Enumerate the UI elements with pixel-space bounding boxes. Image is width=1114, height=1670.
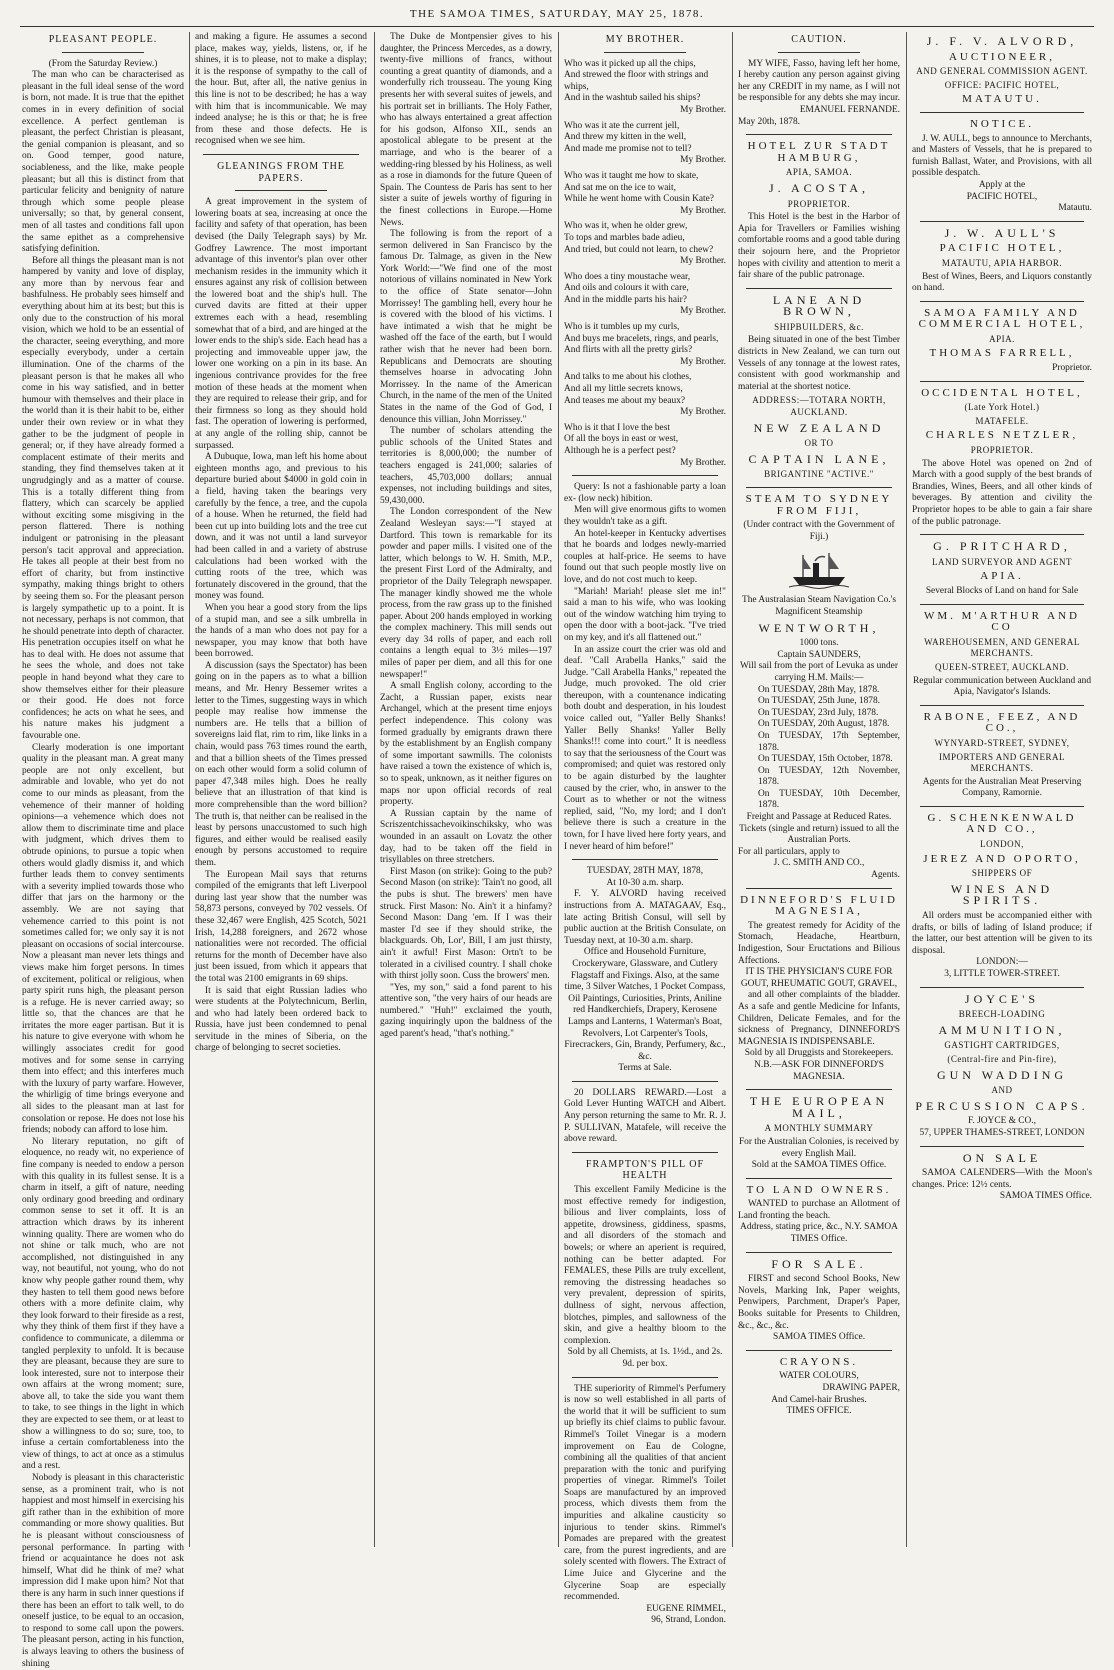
alvord-sub: AUCTIONEER, (948, 50, 1056, 63)
lane-brown-heading: LANE AND BROWN, (772, 292, 866, 319)
news-item: The Duke de Montpensier gives to his daughter, the Princess Mercedes, as a dowry, twenty-five millions of francs, without counting a great quantity of diamonds, and a wonderfully rich trousseau. The young King presents her with several suites of jewels, and his portrait set in brilliants. The Holy Father, who has always entertained a great affection for his godson, Alfonso XII., sends an apostolical ablegate to be present at the marriage, and who is the bearer of a wedding-ring blessed by his Holiness, as well as a rose in diamonds for the future Queen of Spain. The Countess de Paris has sent to her sister a suite of jewels worthy of figuring in the finest collections in Europe.—Home News. (380, 32, 552, 228)
alvord-heading: J. F. V. ALVORD, (926, 34, 1078, 48)
article-source: (From the Saturday Review.) (48, 58, 158, 69)
poem-line: And in the washtub sailed his ships? (564, 93, 701, 104)
occidental-body: The above Hotel was opened on 2nd of March with a good supply of the best brands of Brandies, Wines, Beers, and all other kinds of beverages. By attention and civility the Proprietor hopes to be able to gain a fair share of the public patronage. (912, 458, 1092, 527)
alvord-place: MATAUTU. (962, 93, 1042, 106)
joyce-company: F. JOYCE & CO., (967, 1116, 1036, 1127)
occidental-owner: CHARLES NETZLER, (925, 429, 1079, 442)
samoa-hotel-place: APIA. (989, 333, 1015, 344)
alvord-role: AND GENERAL COMMISSION AGENT. (916, 66, 1088, 77)
caution-signature: EMANUEL FERNANDE. (799, 104, 900, 115)
poem-stanza (564, 221, 726, 267)
news-item: The London correspondent of the New Zealand Wesleyan says:—"I stayed at Dartford. This town is remarkable for its powder and paper mills. I visited one of the latter, which belongs to W. H. Smith, M.P., the present First Lord of the Admiralty, and proprietor of the Daily Telegraph newspaper. The manager kindly showed me the whole process, from the raw grass up to the finished paper. About 200 hands employed in working the complex machinery. This mill sends out every day 34 rolls of paper, and each roll contains a length equal to 3½ miles—197 miles of paper per diem, and all this for one newspaper!" (380, 507, 552, 680)
article-heading: PLEASANT PEOPLE. (48, 34, 158, 45)
article-paragraph: The man who can be characterised as pleasant in the full ideal sense of the word is born, not made. It is true that the epithet comes in in every definition of social excellence. A perfect gentleman is pleasant, the perfect Christian is pleasant, the genial companion is pleasant, and so on. Good temper, good nature, sociableness, and the like, make people pleasant; but all this is distinct from that particular felicity and benignity of nature through which some people please universally; so that, by general consent, men of all tastes and conditions fall upon the same epithet as a comprehensive satisfying definition. (22, 70, 184, 255)
section-rule (920, 112, 1084, 113)
steam-tons: 1000 tons. (799, 638, 839, 649)
steam-agent: J. C. SMITH AND CO., (773, 858, 865, 869)
hotel-hamburg-role: PROPRIETOR. (787, 198, 851, 209)
dinneford-heading: DINNEFORD'S FLUID MAGNESIA, (740, 893, 898, 918)
steamship-icon (789, 549, 849, 589)
section-rule (746, 1178, 892, 1179)
heading-rule (778, 52, 860, 53)
steam-captain: Captain SAUNDERS, (777, 649, 861, 660)
poem-refrain: My Brother. (680, 356, 726, 367)
masthead: THE SAMOA TIMES, SATURDAY, MAY 25, 1878. (409, 8, 705, 20)
steam-leave: Will sail from the port of Levuka as under carrying H.M. Mails:— (740, 661, 898, 683)
dinneford-more: and all other complaints of the bladder. As a safe and gentle Medicine for Infants, Children, Delicate Females, and for the sickness of Pregnancy, DINNEFORD'S MAGNESIA IS INDISPENSABLE. (738, 990, 900, 1047)
notice-apply: Apply at the (978, 179, 1026, 190)
schenkenwald-sub: JEREZ AND OPORTO, (923, 852, 1081, 865)
notice-heading: NOTICE. (969, 117, 1035, 130)
lane-brown-sub: SHIPBUILDERS, &c. (774, 321, 864, 332)
section-rule (572, 1377, 718, 1378)
aull-heading: J. W. AULL'S (944, 225, 1060, 240)
poem-heading: MY BROTHER. (605, 34, 685, 45)
section-rule (572, 1081, 718, 1082)
section-rule (746, 888, 892, 889)
steam-date: On TUESDAY, 23rd July, 1878. (758, 707, 879, 718)
heading-rule (62, 52, 144, 53)
column-5 (738, 32, 900, 1547)
joyce-ammunition: AMMUNITION, (938, 1022, 1066, 1037)
news-item: First Mason (on strike): Going to the pub? Second Mason (on strike): 'Tain't no good, all the pubs is shut. The brewers' men have struck. First Mason: No. Ain't it a hinfamy? Second Mason: Dang 'em. If I was their master I'd see if they should strike, the blackguards. Oh, Lor', Bill, I am just thirsty, ain't it awful! First Mason: Ortn't to be tolerated in a civilised country. I shall choke with thirst jolly soon. Cuss the browers' men. (380, 866, 552, 982)
poem-line: Who was it ate the current jell, (564, 120, 680, 131)
steam-date: On TUESDAY, 10th December, 1878. (758, 788, 900, 811)
section-rule (203, 154, 359, 155)
caution-body: MY WIFE, Fasso, having left her home, I hereby caution any person against giving her any CREDIT in my name, as I will not be responsible for any debts she may incur. (738, 58, 900, 104)
steam-contract: (Under contract with the Government of Fiji.) (743, 520, 895, 542)
masthead-rule (20, 26, 1094, 27)
rabone-sub: IMPORTERS AND GENERAL MERCHANTS. (939, 751, 1065, 774)
news-item: A Dubuque, Iowa, man left his home about eighteen months ago, and previous to his departure buried about $4000 in gold coin in a field, having taken the bearings very carefully by the fence, a tree, and the cupola of a house. When he returned, the field had been cut up into building lots and the tree cut down, and it was not until a land surveyor had been called in and a variety of abstruse calculations had been worked with the cutting roots of the tree, which was fortunately discovered in the ground, that the money was found. (195, 452, 367, 602)
lane-brown-country: NEW ZEALAND (753, 420, 885, 435)
news-item: "Mariah! Mariah! please slet me in!" said a man to his wife, who was looking out of the window watching him trying to open the door with a boot-jack. "I've tried on my key, and it's all flattened out." (564, 586, 726, 643)
poem-stanza (564, 322, 726, 368)
joyce-address: 57, UPPER THAMES-STREET, LONDON (919, 1127, 1085, 1138)
section-rule (920, 604, 1084, 605)
section-rule (746, 134, 892, 135)
section-rule (920, 534, 1084, 535)
poem-line: And buys me bracelets, rings, and pearls, (564, 333, 719, 344)
poem-line: And tried, but could not learn, to chew? (564, 244, 714, 255)
on-sale-where: SAMOA TIMES Office. (999, 1191, 1092, 1202)
steam-date: On TUESDAY, 25th June, 1878. (758, 696, 880, 707)
poem-line: Who is it that I love the best (564, 422, 670, 433)
news-item: It is said that eight Russian ladies who were students at the Polytechnicum, Berlin, and who had lately been ordered back to Russia, have just been condemned to penal servitude in the mines of Siberia, on the charge of belonging to secret societies. (195, 985, 367, 1054)
heading-rule (235, 190, 327, 191)
news-item: "Yes, my son," said a fond parent to his attentive son, "the very hairs of our heads are numbered." "Huh!" exclaimed the youth, gazing inquiringly upon the baldness of the aged parent's head, "that's nothing." (380, 982, 552, 1040)
news-item: The number of scholars attending the public schools of the United States and territories is 8,000,000; the number of teachers engaged is 241,000; salaries of teachers, 45,703,000 dollars; annual expenses, not including buildings and sites, 59,430,000. (380, 426, 552, 506)
pritchard-heading: G. PRITCHARD, (933, 539, 1071, 554)
news-item: A small English colony, according to the Zacht, a Russian paper, exists near Archangel, which at the present time enjoys perfect independence. This colony was formed gradually by emigrants drawn there by the establishment by an English company of some important sawmills. The colonists have raised a town the existence of which is, so to speak, unknown, as it neither figures on maps nor upon official records of real property. (380, 681, 552, 808)
rabone-heading: RABONE, FEEZ, AND CO., (923, 710, 1081, 735)
schenkenwald-shippers: SHIPPERS OF (971, 868, 1033, 879)
occidental-late: (Late York Hotel.) (964, 402, 1040, 413)
section-rule (920, 221, 1084, 222)
poem-refrain: My Brother. (680, 407, 726, 418)
pritchard-body: Several Blocks of Land on hand for Sale (925, 585, 1079, 596)
dinneford-body: The greatest remedy for Acidity of the Stomach, Headache, Heartburn, Indigestion, Sour Eructations and Bilious Affections. (738, 920, 900, 966)
section-rule (746, 288, 892, 289)
european-mail-heading: THE EUROPEAN MAIL, (749, 1094, 889, 1120)
poem-line: While he went home with Cousin Kate? (564, 194, 714, 205)
poem-stanza (564, 121, 726, 167)
lane-brown-or: OR TO (804, 438, 834, 449)
news-item: A discussion (says the Spectator) has been going on in the papers as to what a billion means, and Mr. Henry Bessemer writes a letter to the Times, suggesting ways in which people may realise how immense the numbers are. He tells that a billion of sovereigns laid flat, rim to rim, like links in a chain, would pass 763 times round the earth, and that a billion sheets of the Times pressed on each other would form a solid column of paper 47,348 miles high. Does he really believe that an illustration of that kind is more comprehensible than the word billion? The truth is, that neither can be realised in the least by persons unaccustomed to such high figures, and either would be realised easily enough by persons accustomed to require them. (195, 660, 367, 868)
poem-refrain: My Brother. (680, 155, 726, 166)
land-heading: TO LAND OWNERS. (746, 1183, 892, 1196)
poem-stanza (564, 372, 726, 418)
auction-items: Office and Household Furniture, Crockeryware, Glassware, and Cutlery Flagstaff and Fixings. Also, at the same time, 3 Silver Watches, 1 Pocket Compass, Oil Paintings, Curiosities, Prints, Aniline red Handkerchiefs, Drapery, Kerosene Lamps and Lanterns, 1 Waterman's Boat, Revolvers, Lot Carpenter's Tools, Firecrackers, Gin, Brandy, Perfumery, &c., &c. (564, 947, 726, 1062)
section-rule (572, 475, 718, 476)
mcarthur-sub: WAREHOUSEMEN, AND GENERAL MERCHANTS. (924, 636, 1080, 659)
auction-body: F. Y. ALVORD having received instructions from A. MATAGAAV, Esq., late acting British Consul, will sell by public auction at the British Consulate, on Tuesday next, at 10-30 a.m. sharp. (564, 889, 726, 946)
hotel-hamburg-owner: J. ACOSTA, (768, 180, 870, 195)
steam-date: On TUESDAY, 20th August, 1878. (758, 719, 890, 730)
joyce-sub: BREECH-LOADING (958, 1009, 1046, 1020)
section-rule (920, 806, 1084, 807)
european-mail-sub: A MONTHLY SUMMARY (764, 1123, 874, 1134)
news-item: In an assize court the crier was old and deaf. "Call Arabella Hanks," said the Judge. "Call Arabella Hanks," repeated the Judge, much provoked. The old crier thereupon, with a countenance indicating both doubt and desperation, in his loudest voice called out, "Yaller Belly Shanks! Yaller Belly Shanks! Yaller Belly Shanks!!! come into court." It is needless to say that the seriousness of the Court was compromised; and quiet was restored only to be again disturbed by the laughter caused by the crier, who, in answer to the Court as to whether or not the witness replied, said, "No, my lord; and I don't believe there is such a creature in the town, for I have lived here forty years, and I never heard of him before!" (564, 644, 726, 852)
poem-line: Who was it taught me how to skate, (564, 170, 699, 181)
joyce-and: AND (991, 1085, 1013, 1096)
steam-date: On TUESDAY, 17th September, 1878. (758, 730, 900, 753)
poem-line: Who was it picked up all the chips, (564, 58, 696, 69)
column-divider (732, 32, 733, 1547)
poem-stanza (564, 171, 726, 217)
for-sale-heading: FOR SALE. (771, 1256, 867, 1271)
rabone-body: Agents for the Australian Meat Preserving Company, Ramornie. (922, 776, 1082, 799)
poem-line: And flirts with all the pretty girls? (564, 345, 693, 356)
pritchard-role: LAND SURVEYOR AND AGENT (931, 556, 1073, 567)
hotel-hamburg-heading: HOTEL ZUR STADT HAMBURG, (747, 140, 891, 164)
section-rule (920, 381, 1084, 382)
rimmel-signature: EUGENE RIMMEL, (646, 1603, 726, 1614)
reward-ad: 20 DOLLARS REWARD.—Lost a Gold Lever Hunting WATCH and Albert. Any person returning the same to Mr. R. J. P. SULLIVAN, Matafele, will receive the above reward. (564, 1087, 726, 1145)
poem-line: Who is it tumbles up my curls, (564, 322, 680, 333)
joyce-heading: JOYCE'S (964, 991, 1040, 1006)
column-4 (564, 32, 726, 1626)
notice-hotel: PACIFIC HOTEL, (966, 191, 1038, 202)
column-3 (380, 32, 552, 1547)
poem-line: And threw my kitten in the well, (564, 132, 687, 143)
poem-line: Who does a tiny moustache wear, (564, 271, 691, 282)
hotel-hamburg-place: APIA, SAMOA. (785, 167, 853, 178)
steam-date: On TUESDAY, 15th October, 1878. (758, 754, 893, 765)
article-paragraph: Nobody is pleasant in this characteristic sense, as a prominent trait, who is not happiest and most himself in exercising his gift rather than in the exhibition of more commanding or more showy qualities. But he is pleasant without consciousness of personal performance. In parting with friend or acquaintance he does not ask himself, What did he think of me? what impression did I make upon him? Not that there is any harm in such inner questions if there has been an effort to talk well, to do oneself justice, to be equal to an occasion, to respond to some call upon the powers. The pleasant person, acting in his function, is always leaving to others the business of shining (22, 1473, 184, 1669)
poem-refrain: My Brother. (680, 457, 726, 468)
steam-date: On TUESDAY, 28th May, 1878. (758, 684, 880, 695)
european-mail-body: For the Australian Colonies, is received by every English Mail. (738, 1136, 900, 1159)
column-divider (906, 32, 907, 1547)
steam-heading: STEAM TO SYDNEY FROM FIJI, (745, 493, 893, 517)
lane-brown-captain: CAPTAIN LANE, (748, 451, 890, 466)
joyce-wadding: GUN WADDING (936, 1067, 1068, 1082)
poem-refrain: My Brother. (680, 256, 726, 267)
joyce-gastight: GASTIGHT CARTRIDGES, (944, 1040, 1060, 1051)
crayons-heading: CRAYONS. (779, 1355, 859, 1368)
steam-ship-name: WENTWORTH, (758, 620, 880, 635)
caution-heading: CAUTION. (791, 34, 847, 45)
aull-body: Best of Wines, Beers, and Liquors constantly on hand. (912, 271, 1092, 294)
poem-stanza (564, 423, 726, 469)
column-1 (22, 32, 184, 1669)
poem-refrain: My Brother. (680, 306, 726, 317)
section-rule (746, 1089, 892, 1090)
for-sale-body: FIRST and second School Books, New Novels, Marking Ink, Paper weights, Penwipers, Parchment, Draper's Paper, Books suitable for Presents to Children, &c., &c., &c. (738, 1274, 900, 1331)
news-item: Men will give enormous gifts to women they wouldn't take as a gift. (564, 505, 726, 527)
dinneford-nb: N.B.—ASK FOR DINNEFORD'S MAGNESIA. (754, 1059, 884, 1082)
news-item: An hotel-keeper in Kentucky advertises that he boards and lodges newly-married couples at half-price. He seems to have found out that such people mostly live on love, and do not cost much to keep. (564, 528, 726, 585)
joyce-caps: PERCUSSION CAPS. (915, 1098, 1089, 1113)
poem-line: To tops and marbles bade adieu, (564, 232, 685, 243)
alvord-office: OFFICE: PACIFIC HOTEL, (944, 79, 1060, 90)
column-divider (558, 32, 559, 1547)
on-sale-body: SAMOA CALENDERS—With the Moon's changes. Price: 12½ cents. (912, 1168, 1092, 1190)
news-item: A great improvement in the system of lowering boats at sea, increasing at once the facility and safety of that operation, has been devised (the Daily Telegraph says) by Mr. Godfrey Lawrence. The most important advantage of this inventor's plan over other mechanism resides in the immunity which it ensures against any risk of collision between the lowered boat and the ship's hull. The curved davits are fitted at their upper extremes each with a head, resembling somewhat that of a bird, and are hinged at the lower ends to the ship's side. Each head has a projecting and immoveable upper jaw, the lower one working on a pin in its base. An ingenious contrivance provides for the free motion of these heads at the moment when they are required to release their grip, and for their firmness so long as they should hold fast. The operation of lowering is performed, at any angle of the rolling ship, cannot be surpassed. (195, 197, 367, 451)
steam-date: On TUESDAY, 12th November, 1878. (758, 765, 900, 788)
schenkenwald-heading: G. SCHENKENWALD AND CO., (927, 811, 1077, 836)
news-item: When you hear a good story from the lips of a stupid man, and see a silk umbrella in the hands of a man who does not pay for a newspaper, you may know that both have been borrowed. (195, 602, 367, 660)
poem-refrain: My Brother. (680, 104, 726, 115)
schenkenwald-place: LONDON, (980, 839, 1024, 850)
column-divider (374, 32, 375, 1547)
section-rule (746, 487, 892, 488)
occidental-heading: OCCIDENTAL HOTEL, (921, 386, 1083, 399)
section-rule (572, 1152, 718, 1153)
mcarthur-body: Regular communication between Auckland and Apia, Navigator's Islands. (912, 675, 1092, 698)
caution-date: May 20th, 1878. (738, 116, 800, 127)
mcarthur-address: QUEEN-STREET, AUCKLAND. (934, 661, 1070, 672)
for-sale-where: SAMOA TIMES Office. (772, 1332, 866, 1343)
steam-freight: Freight and Passage at Reduced Rates. (746, 812, 892, 823)
joyce-fire: (Central-fire and Pin-fire), (947, 1053, 1057, 1064)
poem-stanza (564, 59, 726, 117)
column-2 (195, 32, 367, 1547)
lane-brown-body: Being situated in one of the best Timber districts in New Zealand, we can turn out Vessels of any tonnage at the lowest rates, consistent with good workmanship and material at the shortest notice. (738, 335, 900, 392)
european-mail-sold: Sold at the SAMOA TIMES Office. (751, 1160, 887, 1171)
samoa-hotel-owner: THOMAS FARRELL, (929, 347, 1075, 360)
heading-rule (604, 52, 686, 53)
section-rule (746, 1350, 892, 1351)
article-paragraph: No literary reputation, no gift of eloquence, no ready wit, no experience of fine company is needed to endow a person with this quality in its fullest sense. It is a charm in itself, a gift of nature, needing only ordinary good breeding and ordinary common sense to set it off. It is an attraction which draws by its inherent winning quality. There are women who do not shine or talk much, who are not accomplished, not distinguished in any way, not beautiful, not young, who do not know why people gather round them, why they hasten to tell them good news before others with a more definite claim, why they look forward to their fireside as a rest, why they think of them first if they have a confidence to communicate, a dilemma or tangled perplexity to unfold. It is because they are pleasant, because they are sure to look interested, sure not to interpose their own affairs at the wrong moment; sure, above all, to take the side you want them to take, to see things in the light in which they are expected to see them, or at least to show a willingness to do so; sure, too, to infuse a certain comfortableness into the view of things, to act at once as a stimulus and a rest. (22, 1136, 184, 1472)
poem-line: And all my little secrets knows, (564, 384, 683, 395)
news-item: A Russian captain by the name of Scriszentchissachevoikinschiksky, who was wounded in an assault on Lovatz the other day, had to be taken off the field in trisyllables on three stretchers. (380, 808, 552, 866)
poem-line: And in the middle parts his hair? (564, 294, 687, 305)
section-rule (572, 859, 718, 860)
samoa-hotel-heading: SAMOA FAMILY AND COMMERCIAL HOTEL, (918, 306, 1086, 331)
column-6 (912, 32, 1092, 1547)
poem-line: And strewed the floor with strings and whips, (564, 70, 709, 92)
steam-agents: Agents. (871, 870, 900, 881)
poem-stanza (564, 272, 726, 318)
pritchard-place: APIA. (980, 570, 1024, 583)
crayons-line: DRAWING PAPER, (822, 1383, 900, 1393)
samoa-hotel-role: Proprietor. (1052, 363, 1092, 374)
steam-company: The Australasian Steam Navigation Co.'s Magnificent Steamship (741, 595, 896, 617)
section-rule (920, 987, 1084, 988)
rimmel-address: 96, Strand, London. (651, 1615, 726, 1626)
occidental-role: PROPRIETOR. (970, 445, 1034, 456)
aull-hotel: PACIFIC HOTEL, (939, 242, 1065, 255)
poem-refrain: My Brother. (680, 205, 726, 216)
aull-place: MATAUTU, APIA HARBOR. (941, 257, 1063, 268)
poem-line: And talks to me about his clothes, (564, 372, 692, 383)
notice-place: Matautu. (1058, 203, 1092, 214)
poem-line: Of all the boys in east or west, (564, 434, 679, 445)
article-continuation: and making a figure. He assumes a second place, makes way, yields, listens, or, if he shines, it is to please, not to make a display; it is the response of sympathy to the call of the hour. But, after all, the native genius in this line is not to be described; he has a way with him that is incommunicable. We may indeed analyse; he is this or that; he is free from these and those defects. He is recognised when we see him. (195, 32, 367, 147)
land-body: WANTED to purchase an Allotment of Land fronting the beach. (738, 1199, 900, 1221)
land-address: Address, stating price, &c., N.Y. SAMOA TIMES Office. (740, 1222, 898, 1245)
section-rule (746, 1252, 892, 1253)
poem (564, 59, 726, 470)
hotel-hamburg-body: This Hotel is the best in the Harbor of Apia for Travellers or Families wishing comfortable rooms and a good table during their sojourn here, and the Proprietor hopes with civility and attention to merit a fair share of the public patronage. (738, 212, 900, 281)
article-paragraph: Clearly moderation is one important quality in the pleasant man. A great many people are not only excellent, but admirable and lovable, who yet do not come to our minds as pleasant, from the vehemence of their manner of holding opinions—a vehemence which does not allow them to discriminate time and place with judgment, which drives them to obtrude opinions, to pursue a topic when others would gladly dismiss it, and which further leads them to convey sentiments with a severity implied towards those who differ that jars on the harmony or the assembly. We are not saying that vehemence carried to this point is not sometimes called for; we only say it is not pleasant on occasions of social intercourse. Now a pleasant man never lets things and views make him forget persons. In times of excitement, political or religious, when party spirit runs high, the pleasant person is a refuge. He is never carried away; so little so, that the chances are that he irritates the more eager partisan. But it is his nature to give everyone with whom he willingly associates credit for good motives and for some sense in carrying them into effect; and this interferes much with the luxury of party warfare. However, the whirligig of time brings everyone and all sides to the pleasant man at last for consolation or repose. He does not lose his friends; nobody can afford to lose him. (22, 742, 184, 1136)
rimmel-body: THE superiority of Rimmel's Perfumery is now so well established in all parts of the world that it will be sufficient to sum up briefly its chief claims to public favour. Rimmel's Toilet Vinegar is a modern improvement on Eau de Cologne, combining all the qualities of that ancient preparation with the tonic and purifying properties of vinegar. Rimmel's Toilet Soaps are manufactured by an improved process, which divests them from the impurities and alkaline causticity so injurious to tender skins. Rimmel's Pomades are prepared with the greatest care, from the purest ingredients, and are solely scented with flowers. The Extract of Lime Juice and Glycerine and the Glycerine Soap are especially recommended. (564, 1383, 726, 1603)
dinneford-sold: Sold by all Druggists and Storekeepers. (744, 1048, 894, 1059)
section-rule (920, 301, 1084, 302)
schenkenwald-london: LONDON:— (976, 957, 1028, 968)
lane-brown-address: ADDRESS:—TOTARA NORTH, AUCKLAND. (752, 395, 886, 418)
poem-line: And teases me about my beaux? (564, 395, 686, 406)
section-rule (920, 705, 1084, 706)
schenkenwald-body: All orders must be accompanied either with drafts, or bills of lading of Island produce; if the latter, our best attention will be given to its disposal. (912, 911, 1092, 956)
auction-date: TUESDAY, 28TH MAY, 1878, (586, 866, 704, 877)
steam-apply: For all particulars, apply to (738, 846, 840, 857)
frampton-body: This excellent Family Medicine is the most effective remedy for indigestion, bilious and liver complaints, loss of appetite, drowsiness, giddiness, spasms, and all disorders of the stomach and bowels; or where an aperient is required, nothing can be better adapted. For FEMALES, these Pills are truly excellent, removing the distressing headaches so very prevalent, depression of spirits, dullness of sight, nervous affection, blotches, pimples, and sallowness of the skin, and give a healthy bloom to the complexion. (564, 1185, 726, 1346)
frampton-heading: FRAMPTON'S PILL OF HEALTH (585, 1158, 705, 1182)
steam-tickets: Tickets (single and return) issued to all the Australian Ports. (739, 823, 899, 846)
lane-brown-brig: BRIGANTINE "ACTIVE." (764, 469, 874, 480)
notice-body: J. W. AULL, begs to announce to Merchants, and Masters of Vessels, that he is prepared to furnish Ballast, Water, and Provisions, with all possible despatch. (912, 133, 1092, 179)
section-rule (920, 1146, 1084, 1147)
auction-terms: Terms at Sale. (618, 1063, 672, 1074)
column-divider (189, 32, 190, 1547)
mcarthur-heading: WM. M'ARTHUR AND CO (924, 609, 1080, 634)
schenkenwald-address: 3, LITTLE TOWER-STREET. (944, 969, 1060, 979)
news-item: The European Mail says that returns compiled of the emigrants that left Liverpool during last year show that the number was 58,873 persons, conveyed by 702 vessels. Of these 32,467 were English, 425 Scotch, 5021 Irish, 14,288 foreigners, and 2672 whose nationalities were not recorded. The official returns for the month of December have also just been issued, from which it appears that the total was 2100 emigrants in 69 ships. (195, 869, 367, 984)
news-item: The following is from the report of a sermon delivered in San Francisco by the famous Dr. Talmage, as given in the New York World:—"We find one of the most notorious of villains nominated in New York to the office of State senator—John Morrissey! The gambling hell, every hour he is covered with the blood of his victims. I have intimated a wish that he might be washed off the face of the earth, but I would rather wish that he never had been born. Republicans and Democrats are shouting themselves hoarse in advocating John Morrissey. In the name of the American Church, in the name of the men of the United States in the name of the God of God, I denounce this villian, John Morrissey." (380, 229, 552, 425)
crayons-where: TIMES OFFICE. (786, 1406, 852, 1417)
poem-line: Who was it, when he older grew, (564, 221, 688, 232)
article-paragraph: Before all things the pleasant man is not hampered by vanity and love of display, any more than by nervous fear and bashfulness. He probably sees himself and everything about him at its best; but this is only due to the construction of his moral vision, which we hold to be an essential of the character, seeing everything, and more especially everybody, under a certain illumination. One of the charms of the pleasant person is that he makes all who come in his way satisfied, and in better humour with themselves and their place in the world than it is their habit to be, either under their own review or in what they gather to be the judgment of people in general; or, if they have already formed a complacent estimate of their merits and standing, they find themselves taken at it ungrudgingly and as a matter of course. This is a totally different thing from flattery, which can scarcely be applied without exciting some misgiving in the person flattered. There is nothing indulgent or patronising in the pleasant person's tacit approval and appreciation. He takes all people at their best from no effort of charity, but from instinctive sympathy, making things bright to others by seeing them so. For the pleasant person is largely sympathetic up to a point. It is not necessary, perhaps is not common, that he should penetrate into depth of character. His penetration occupies itself on what he has to deal with. He does not assume that he sees the whole, and does not take people in hand beyond what they care to show themselves either for their pleasure or their good. He does not force confidences; he acts on what he sees, and his nature makes his judgment a favourable one. (22, 255, 184, 742)
occidental-place: MATAFELE. (975, 415, 1029, 426)
on-sale-heading: ON SALE (962, 1150, 1042, 1165)
frampton-price: Sold by all Chemists, at 1s. 1½d., and 2s. 9d. per box. (567, 1347, 723, 1369)
auction-time: At 10-30 a.m. sharp. (606, 877, 684, 888)
poem-line: And oils and colours it with care, (564, 283, 689, 294)
section-heading: GLEANINGS FROM THE PAPERS. (217, 160, 345, 184)
poem-line: Although he is a perfect pest? (564, 446, 676, 456)
schenkenwald-wines: WINES AND SPIRITS. (950, 881, 1054, 908)
rabone-address: WYNYARD-STREET, SYDNEY, (934, 737, 1070, 748)
poem-line: And made me promise not to tell? (564, 143, 692, 154)
news-item: Query: Is not a fashionable party a loan ex- (low neck) hibition. (564, 482, 726, 504)
crayons-line: WATER COLOURS, (779, 1371, 859, 1382)
crayons-line: And Camel-hair Brushes. (771, 1394, 867, 1405)
dinneford-cure: IT IS THE PHYSICIAN'S CURE FOR GOUT, RHEUMATIC GOUT, GRAVEL, (740, 967, 898, 989)
poem-line: And sat me on the ice to wait, (564, 182, 676, 193)
